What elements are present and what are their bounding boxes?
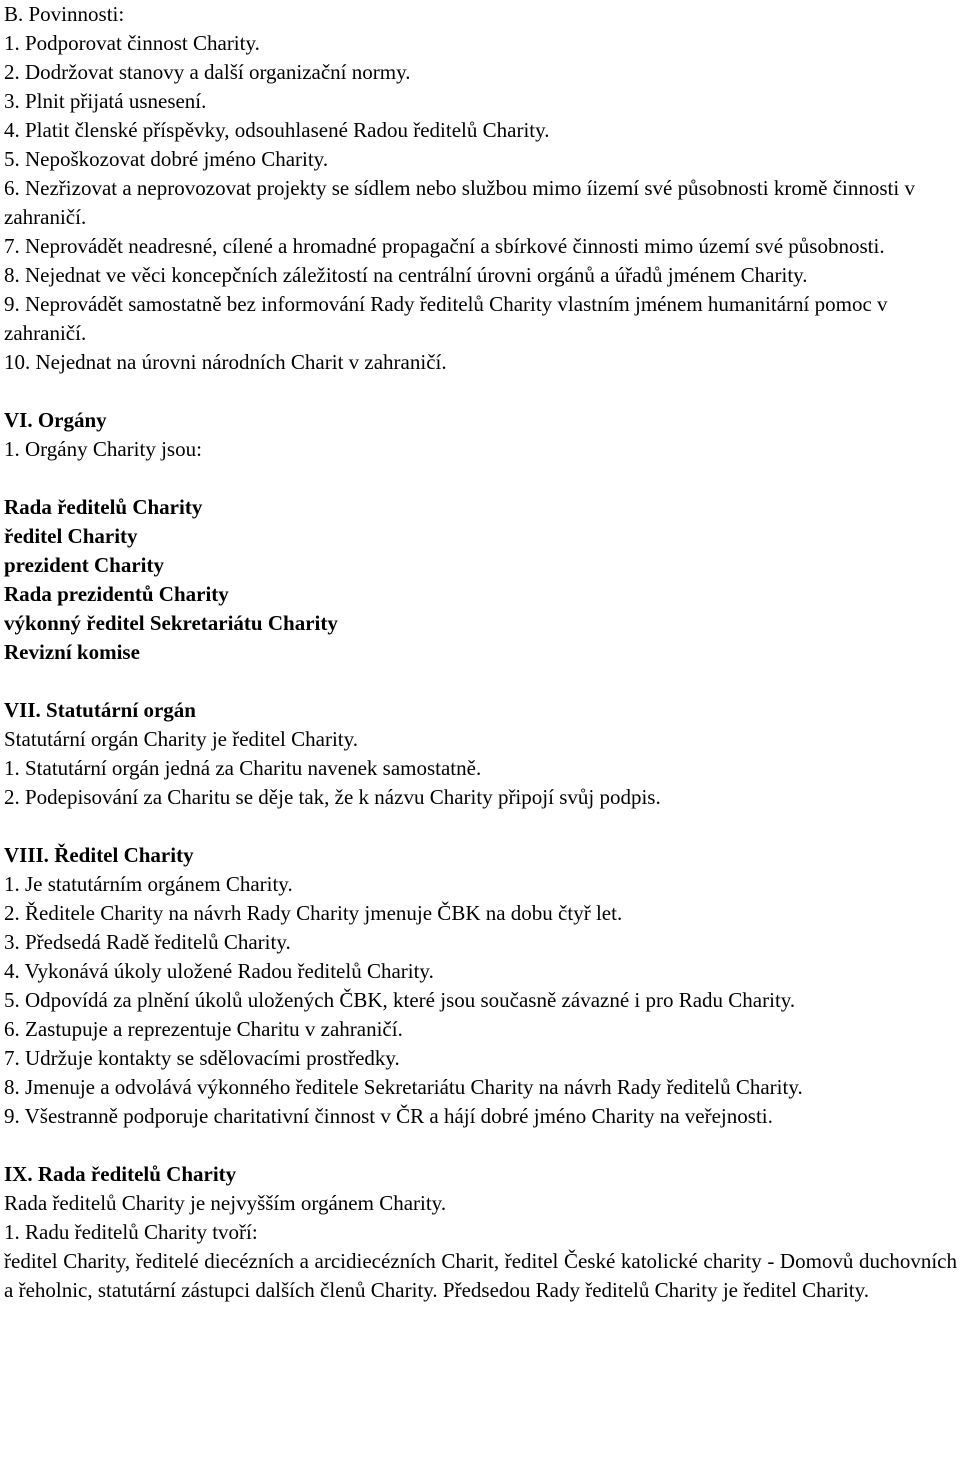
reditel-item: 9. Všestranně podporuje charitativní činnost v ČR a hájí dobré jméno Charity na veřejnosti. xyxy=(4,1104,773,1128)
rada-line: Rada ředitelů Charity je nejvyšším orgánem Charity. xyxy=(4,1191,447,1215)
organ-list-item: ředitel Charity xyxy=(4,524,138,548)
reditel-item: 4. Vykonává úkoly uložené Radou ředitelů Charity. xyxy=(4,959,434,983)
section-number: VIII. xyxy=(4,843,49,867)
section-heading-reditel xyxy=(4,841,957,870)
organ-list-item: Rada prezidentů Charity xyxy=(4,582,229,606)
povinnost-item: 7. Neprovádět neadresné, cílené a hromadné propagační a sbírkové činnosti mimo území své působnosti. xyxy=(4,234,885,258)
statutarni-line: 1. Statutární orgán jedná za Charitu navenek samostatně. xyxy=(4,756,482,780)
reditel-item: 5. Odpovídá za plnění úkolů uložených ČBK, které jsou současně závazné i pro Radu Charity. xyxy=(4,988,796,1012)
organ-list-item: Rada ředitelů Charity xyxy=(4,495,203,519)
povinnosti-heading: B. Povinnosti: xyxy=(4,2,125,26)
povinnost-item: 9. Neprovádět samostatně bez informování Rady ředitelů Charity vlastním jménem humanitární pomoc v zahraničí. xyxy=(4,292,888,345)
statutarni-line: Statutární orgán Charity je ředitel Charity. xyxy=(4,727,358,751)
section-heading-rada: IX. Rada ředitelů Charity xyxy=(4,1162,237,1186)
statutarni-line: 2. Podepisování za Charitu se děje tak, že k názvu Charity připojí svůj podpis. xyxy=(4,785,661,809)
povinnost-item: 5. Nepoškozovat dobré jméno Charity. xyxy=(4,147,329,171)
povinnost-item: 1. Podporovat činnost Charity. xyxy=(4,31,260,55)
reditel-item: 1. Je statutárním orgánem Charity. xyxy=(4,872,293,896)
organ-list-item: výkonný ředitel Sekretariátu Charity xyxy=(4,611,338,635)
povinnost-item: 2. Dodržovat stanovy a další organizační normy. xyxy=(4,60,411,84)
reditel-item: 2. Ředitele Charity na návrh Rady Charity jmenuje ČBK na dobu čtyř let. xyxy=(4,901,623,925)
povinnost-item: 4. Platit členské příspěvky, odsouhlasené Radou ředitelů Charity. xyxy=(4,118,550,142)
organ-list-item: Revizní komise xyxy=(4,640,140,664)
organy-intro: 1. Orgány Charity jsou: xyxy=(4,437,202,461)
section-title: Statutární orgán xyxy=(46,698,196,722)
section-title: Ředitel Charity xyxy=(54,843,194,867)
povinnost-item: 8. Nejednat ve věci koncepčních záležitostí na centrální úrovni orgánů a úřadů jménem Charity. xyxy=(4,263,808,287)
spacer xyxy=(4,464,957,493)
rada-composition: ředitel Charity, ředitelé diecézních a arcidiecézních Charit, ředitel České katolické charity - Domovů duchovních a řeholnic, statutární zástupci dalších členů Charity. Předsedou Rady ředitelů Charity je ředitel Charity. xyxy=(4,1249,957,1302)
spacer xyxy=(4,377,957,406)
povinnost-item: 6. Nezřizovat a neprovozovat projekty se sídlem nebo službou mimo íizemí své působnosti kromě činnosti v zahraničí. xyxy=(4,176,915,229)
reditel-item: 6. Zastupuje a reprezentuje Charitu v zahraničí. xyxy=(4,1017,403,1041)
spacer xyxy=(4,812,957,841)
section-heading-organy: VI. Orgány xyxy=(4,408,107,432)
section-heading-statutarni xyxy=(4,696,957,725)
section-number: VII. xyxy=(4,698,41,722)
reditel-item: 8. Jmenuje a odvolává výkonného ředitele Sekretariátu Charity na návrh Rady ředitelů Charity. xyxy=(4,1075,803,1099)
spacer xyxy=(4,667,957,696)
rada-line: 1. Radu ředitelů Charity tvoří: xyxy=(4,1220,258,1244)
reditel-item: 3. Předsedá Radě ředitelů Charity. xyxy=(4,930,291,954)
spacer xyxy=(4,1131,957,1160)
povinnost-item: 3. Plnit přijatá usnesení. xyxy=(4,89,207,113)
povinnost-item: 10. Nejednat na úrovni národních Charit v zahraničí. xyxy=(4,350,447,374)
organ-list-item: prezident Charity xyxy=(4,553,165,577)
reditel-item: 7. Udržuje kontakty se sdělovacími prostředky. xyxy=(4,1046,400,1070)
